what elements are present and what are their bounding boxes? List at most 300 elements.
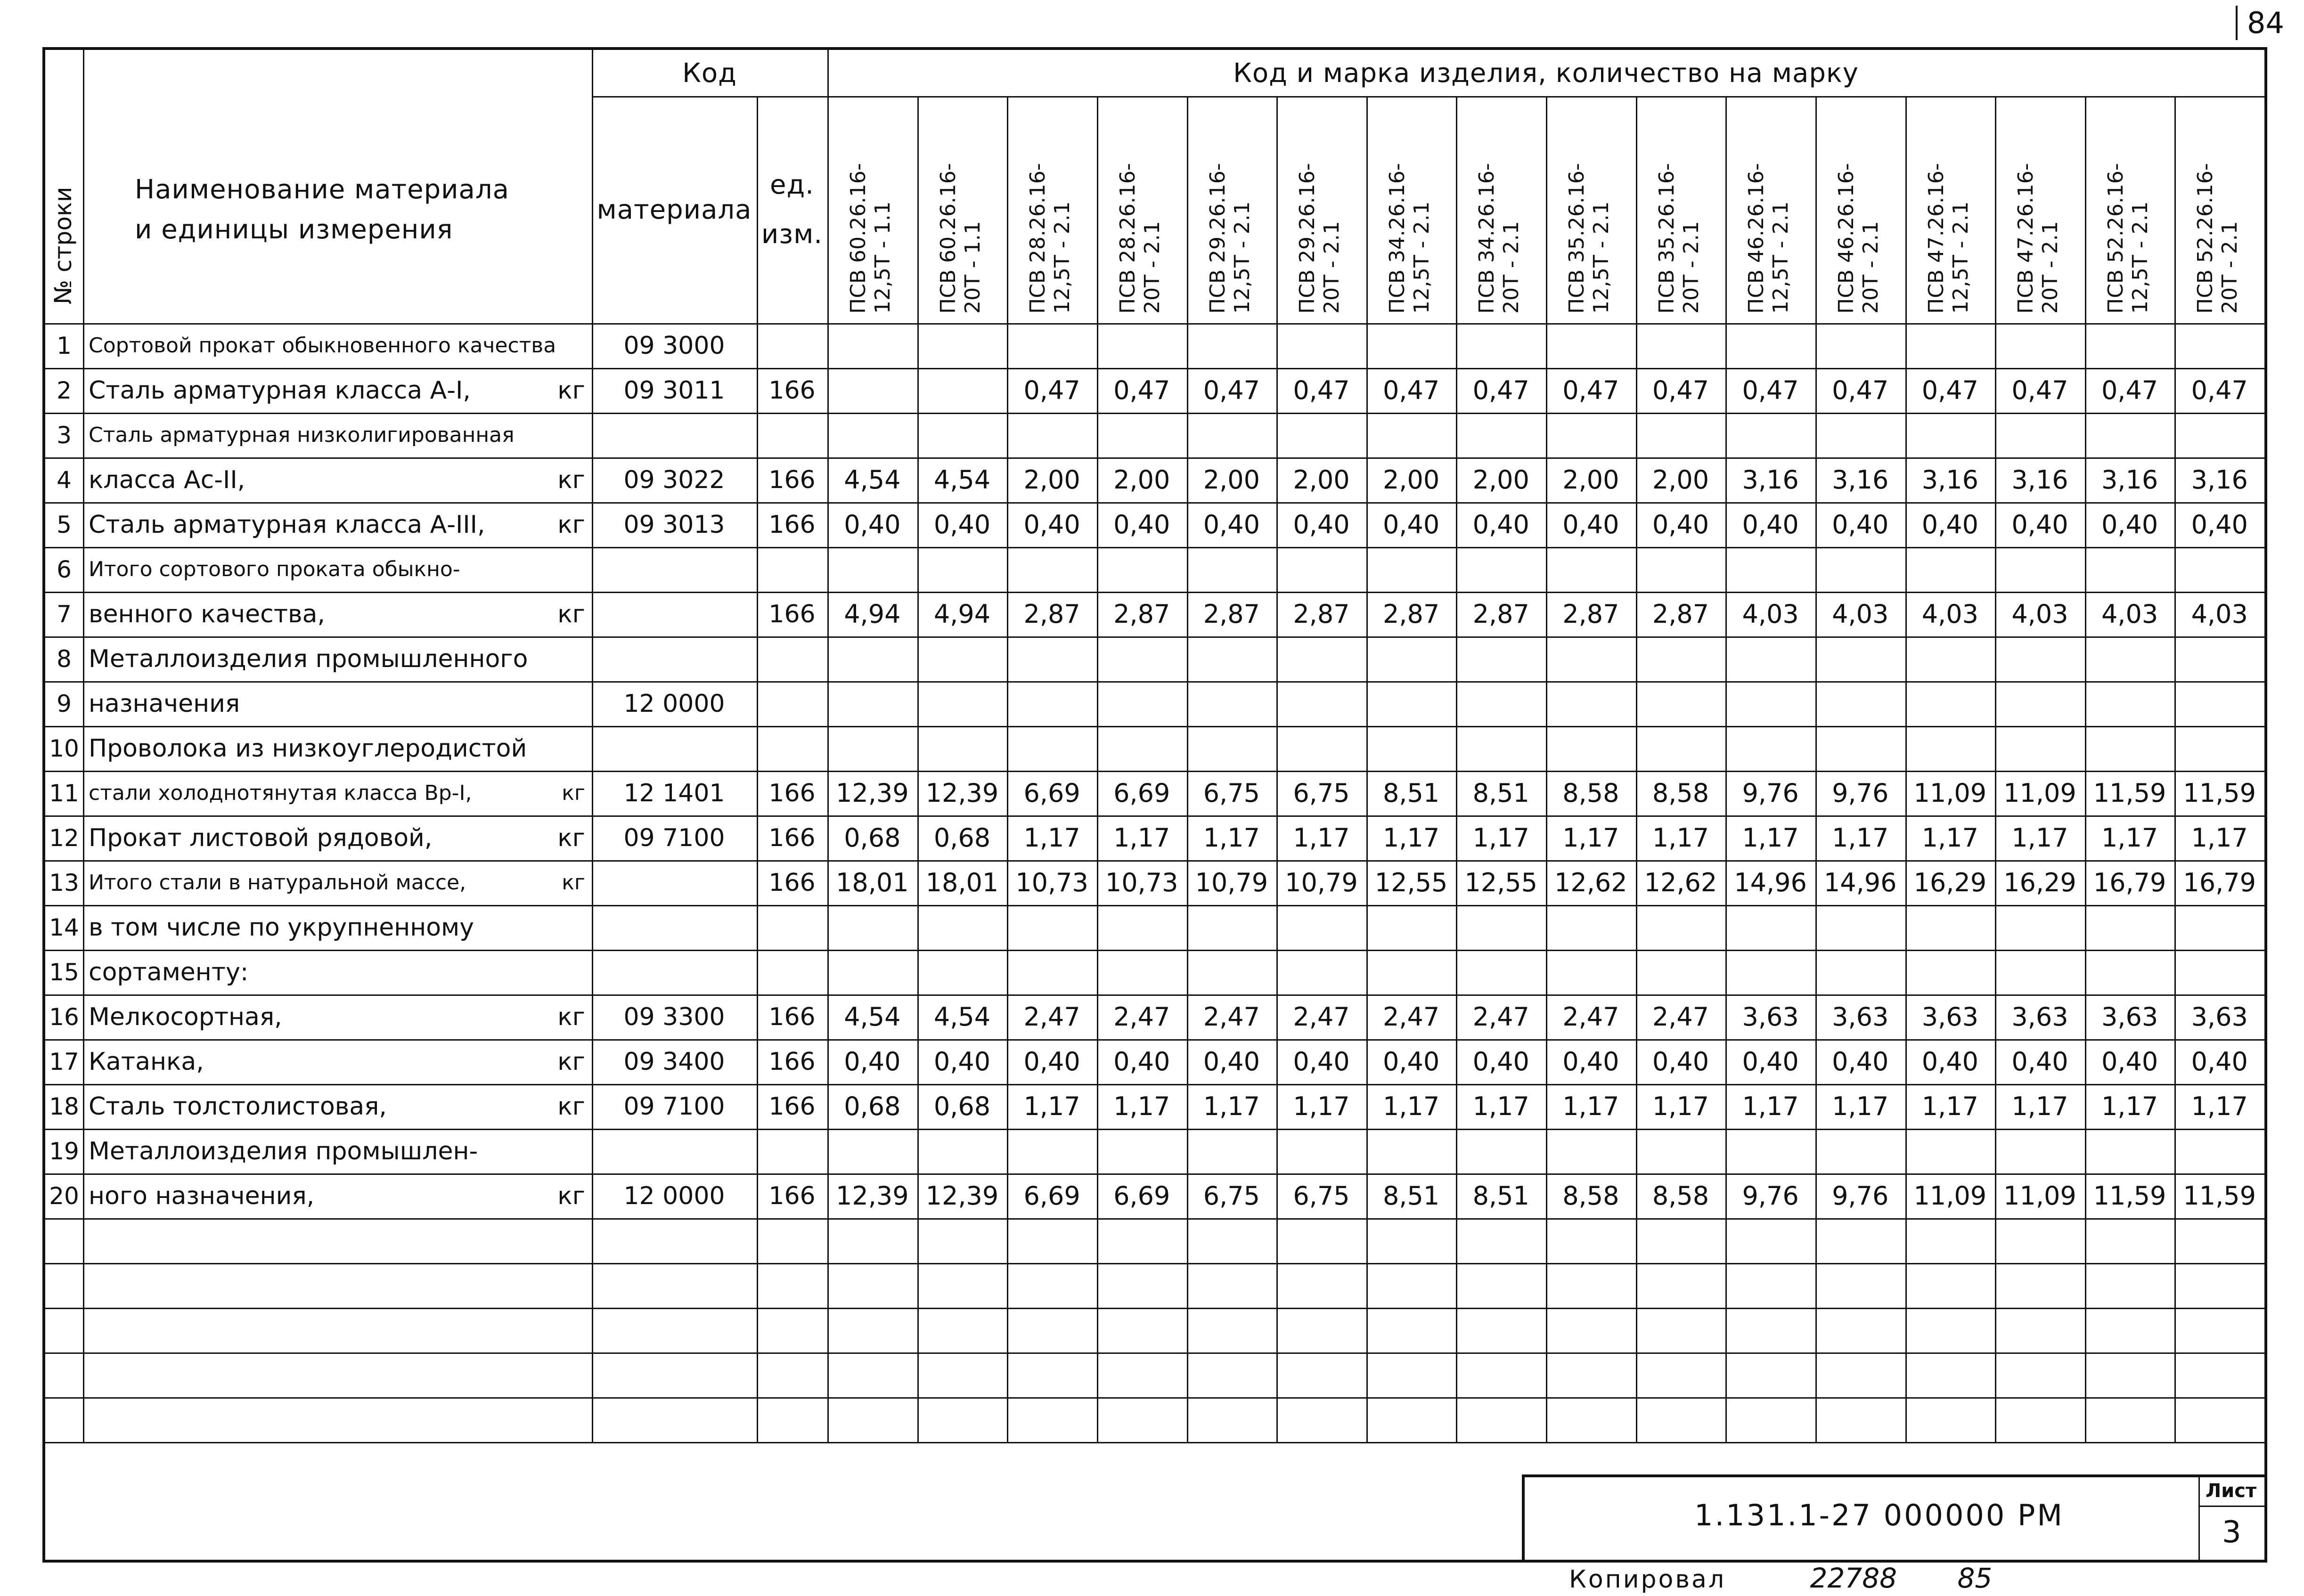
quantity-cell: 0,47 [1382,375,1440,405]
quantity-cell: 0,47 [2191,375,2248,405]
quantity-cell: 2,87 [1652,599,1709,629]
product-mark-line2: 20Т - 2.1 [1679,221,1703,314]
quantity-cell: 3,63 [1742,1002,1799,1032]
quantity-cell: 11,59 [2183,778,2256,808]
material-name [83,815,592,860]
quantity-cell: 0,40 [933,510,991,539]
product-mark-line2: 12,5Т - 2.1 [1769,201,1793,314]
sheet-number: 3 [2222,1515,2241,1550]
quantity-cell: 6,69 [1023,778,1080,808]
material-code [592,1129,757,1173]
row-number: 20 [49,1182,79,1210]
quantity-cell: 2,87 [1023,599,1080,629]
unit-code: 166 [768,510,816,539]
quantity-cell: 8,51 [1472,1181,1529,1211]
quantity-cell: 14,96 [1734,868,1807,897]
material-name-text: назначения [89,689,240,718]
product-mark-line2: 12,5Т - 2.1 [1230,201,1254,314]
quantity-cell: 0,40 [1113,1047,1170,1076]
quantity-cell: 2,47 [1562,1002,1619,1032]
quantity-cell: 0,40 [1472,510,1529,539]
quantity-cell: 1,17 [2101,1091,2158,1121]
material-name [83,502,592,547]
quantity-cell: 2,00 [1652,465,1709,495]
unit-code: 166 [768,465,816,494]
quantity-cell: 0,40 [933,1047,991,1076]
quantity-cell: 9,76 [1742,1181,1799,1211]
quantity-cell: 12,39 [836,778,909,808]
material-name [83,905,592,950]
quantity-cell: 18,01 [925,868,999,897]
product-mark-line1: ПСВ 28.26.16- [1115,163,1140,314]
material-name [83,1039,592,1084]
quantity-cell: 8,58 [1562,778,1619,808]
product-column-header [846,163,895,314]
product-mark-line2: 20Т - 2.1 [2038,221,2063,314]
unit-header-line1: ед. [770,170,814,200]
product-mark-line1: ПСВ 47.26.16- [1924,163,1948,314]
unit-code: 166 [768,779,816,807]
material-code: 09 3000 [623,331,725,360]
quantity-cell: 0,68 [844,1091,901,1121]
quantity-cell: 16,79 [2183,868,2256,897]
quantity-cell: 2,00 [1203,465,1260,495]
material-name-text: Прокат листовой рядовой, [89,823,433,852]
material-code: 09 3400 [623,1047,725,1076]
unit-suffix: кг [557,1092,585,1121]
material-name [83,457,592,502]
quantity-cell: 0,40 [1203,1047,1260,1076]
quantity-cell: 2,47 [1293,1002,1350,1032]
material-code [592,860,757,905]
unit-code [757,323,827,368]
quantity-cell: 1,17 [1113,823,1170,853]
quantity-cell: 0,47 [1562,375,1619,405]
quantity-cell: 3,63 [2101,1002,2158,1032]
unit-suffix: кг [557,823,585,852]
row-number: 4 [57,466,72,494]
quantity-cell: 3,16 [1832,465,1889,495]
quantity-cell: 6,69 [1023,1181,1080,1211]
product-mark-line1: ПСВ 35.26.16- [1565,163,1589,314]
material-name [83,1129,592,1173]
quantity-cell: 1,17 [1203,1091,1260,1121]
product-mark-line1: ПСВ 28.26.16- [1026,163,1050,314]
material-name-text: венного качества, [89,600,326,628]
product-mark-line2: 12,5Т - 2.1 [1948,201,1973,314]
quantity-cell: 4,94 [844,599,901,629]
quantity-cell: 0,40 [1742,1047,1799,1076]
material-name-text: Сталь арматурная низколигированная [89,423,515,447]
unit-code: 166 [768,376,816,405]
material-name-text: Проволока из низкоуглеродистой [89,734,527,763]
material-code [592,950,757,994]
quantity-cell: 1,17 [1652,823,1709,853]
quantity-cell: 0,47 [1832,375,1889,405]
product-mark-line2: 20Т - 2.1 [1320,221,1344,314]
row-number: 11 [49,779,79,807]
material-name [83,771,592,815]
quantity-cell: 0,40 [1113,510,1170,539]
quantity-cell: 2,87 [1382,599,1440,629]
quantity-cell: 0,40 [1382,510,1440,539]
quantity-cell: 10,73 [1015,868,1088,897]
material-code: 09 3300 [623,1002,725,1031]
material-name-text: Сталь толстолистовая, [89,1092,387,1121]
quantity-cell: 2,00 [1293,465,1350,495]
quantity-cell: 1,17 [1203,823,1260,853]
quantity-cell: 0,68 [844,823,901,853]
product-column-header [2193,163,2242,314]
quantity-cell: 3,16 [1742,465,1799,495]
unit-code [757,1129,827,1173]
quantity-cell: 1,17 [1472,1091,1529,1121]
row-number: 12 [49,824,79,852]
product-mark-line1: ПСВ 46.26.16- [1744,163,1769,314]
material-code: 09 3022 [623,465,725,494]
quantity-cell: 4,54 [933,1002,991,1032]
row-number: 2 [57,376,72,404]
quantity-cell: 12,39 [925,778,999,808]
quantity-cell: 11,59 [2093,1181,2166,1211]
unit-suffix: кг [557,600,585,628]
quantity-cell: 2,87 [1472,599,1529,629]
row-number: 1 [57,332,72,359]
quantity-cell: 0,40 [2191,1047,2248,1076]
quantity-cell: 8,58 [1652,1181,1709,1211]
quantity-cell: 2,47 [1472,1002,1529,1032]
unit-suffix: кг [557,376,585,405]
quantity-cell: 1,17 [2101,823,2158,853]
quantity-cell: 0,40 [1023,510,1080,539]
quantity-cell: 0,68 [933,823,991,853]
product-column-header [1206,163,1255,314]
unit-suffix: кг [562,871,585,895]
material-name-text: класса Ас-II, [89,465,245,494]
quantity-cell: 12,55 [1464,868,1537,897]
material-code [592,726,757,771]
unit-code [757,681,827,726]
quantity-cell: 4,54 [933,465,991,495]
product-column-header [1565,163,1614,314]
product-column-header [2104,163,2153,314]
quantity-cell: 2,87 [1203,599,1260,629]
material-name [83,1084,592,1129]
product-column-header [1475,163,1524,314]
material-code [592,547,757,592]
quantity-cell: 0,47 [1921,375,1978,405]
quantity-cell: 0,68 [933,1091,991,1121]
product-mark-line2: 12,5Т - 2.1 [2128,201,2152,314]
quantity-cell: 0,40 [2191,510,2248,539]
product-mark-line2: 20Т - 2.1 [1140,221,1164,314]
quantity-cell: 3,16 [2191,465,2248,495]
quantity-cell: 4,94 [933,599,991,629]
quantity-cell: 16,79 [2093,868,2166,897]
unit-suffix: кг [557,1047,585,1076]
material-code: 09 3013 [623,510,725,539]
row-number: 3 [57,421,72,449]
material-name-text: Металлоизделия промышленного [89,644,528,673]
material-name-text: Мелкосортная, [89,1002,282,1031]
quantity-cell: 6,75 [1203,1181,1260,1211]
quantity-cell: 2,87 [1562,599,1619,629]
quantity-cell: 2,00 [1472,465,1529,495]
quantity-cell: 3,16 [2011,465,2068,495]
product-mark-line1: ПСВ 29.26.16- [1205,163,1230,314]
material-name [83,950,592,994]
unit-code: 166 [768,823,816,852]
material-code: 12 0000 [623,689,725,718]
sheet-label: Лист [2206,1480,2257,1502]
quantity-cell: 2,87 [1293,599,1350,629]
row-number: 19 [49,1137,79,1165]
quantity-cell: 0,40 [2011,510,2068,539]
unit-code [757,726,827,771]
page-number: 84 [2236,6,2284,40]
material-code: 09 7100 [623,1092,725,1121]
quantity-cell: 11,09 [2003,778,2076,808]
product-mark-line2: 12,5Т - 2.1 [1409,201,1434,314]
quantity-cell: 12,39 [925,1181,999,1211]
material-name-text: в том числе по укрупненному [89,913,474,942]
quantity-cell [827,368,917,413]
quantity-cell: 1,17 [1023,823,1080,853]
product-mark-line2: 20Т - 2.1 [1858,221,1883,314]
quantity-cell: 0,47 [1742,375,1799,405]
quantity-cell: 0,47 [2101,375,2158,405]
quantity-cell: 0,40 [844,1047,901,1076]
material-name-text: Итого стали в натуральной массе, [89,871,466,895]
quantity-cell: 1,17 [1023,1091,1080,1121]
product-column-header [1834,163,1883,314]
quantity-cell: 3,16 [1921,465,1978,495]
material-code: 09 3011 [623,376,725,405]
quantity-cell: 1,17 [2191,1091,2248,1121]
quantity-cell: 9,76 [1742,778,1799,808]
material-name-text: ного назначения, [89,1181,315,1210]
product-mark-line2: 12,5Т - 2.1 [1589,201,1613,314]
quantity-cell: 11,09 [2003,1181,2076,1211]
unit-code: 166 [768,600,816,628]
material-code [592,905,757,950]
product-mark-line1: ПСВ 47.26.16- [2014,163,2038,314]
material-code: 12 1401 [623,779,725,807]
quantity-cell: 1,17 [1113,1091,1170,1121]
unit-suffix: кг [557,510,585,539]
unit-suffix: кг [557,1181,585,1210]
quantity-cell: 2,47 [1652,1002,1709,1032]
quantity-cell: 1,17 [1921,1091,1978,1121]
quantity-cell: 10,73 [1105,868,1178,897]
material-name [83,413,592,457]
material-name-text: сортаменту: [89,958,249,986]
quantity-cell: 12,55 [1374,868,1448,897]
quantity-cell: 0,40 [1023,1047,1080,1076]
material-name [83,1173,592,1218]
quantity-cell: 3,16 [2101,465,2158,495]
quantity-cell: 3,63 [1921,1002,1978,1032]
unit-code: 166 [768,868,816,897]
quantity-cell: 4,54 [844,465,901,495]
quantity-cell: 4,03 [2191,599,2248,629]
quantity-cell: 3,63 [1832,1002,1889,1032]
code-group-header: Код [682,57,737,89]
unit-code: 166 [768,1181,816,1210]
quantity-cell: 0,40 [1472,1047,1529,1076]
quantity-cell: 0,40 [1652,1047,1709,1076]
product-column-header [936,163,985,314]
material-name [83,592,592,636]
product-column-header [1924,163,1973,314]
product-column-header [1295,163,1344,314]
quantity-cell: 1,17 [1652,1091,1709,1121]
unit-header-line2: изм. [761,219,823,250]
name-header-line1: Наименование материала [135,174,509,205]
quantity-cell: 2,00 [1562,465,1619,495]
quantity-cell: 11,59 [2183,1181,2256,1211]
copy-number: 22788 [1810,1562,1897,1594]
quantity-cell: 11,09 [1913,1181,1987,1211]
quantity-cell: 8,58 [1652,778,1709,808]
product-mark-line2: 20Т - 1.1 [960,221,985,314]
product-mark-line1: ПСВ 29.26.16- [1295,163,1320,314]
material-name [83,994,592,1039]
quantity-cell: 8,58 [1562,1181,1619,1211]
product-mark-line2: 12,5Т - 1.1 [871,201,895,314]
quantity-cell: 0,40 [1382,1047,1440,1076]
title-block [1522,1474,2267,1563]
quantity-cell: 4,03 [1832,599,1889,629]
quantity-cell: 0,40 [1203,510,1260,539]
quantity-cell: 16,29 [1913,868,1987,897]
unit-suffix: кг [562,781,585,805]
quantity-cell: 0,40 [1832,1047,1889,1076]
material-name-text: Металлоизделия промышлен- [89,1137,478,1165]
quantity-cell: 12,62 [1554,868,1627,897]
unit-code [757,950,827,994]
row-number: 16 [49,1003,79,1031]
quantity-cell: 9,76 [1832,1181,1889,1211]
material-name [83,368,592,413]
copied-label: Копировал [1569,1565,1726,1594]
quantity-cell: 1,17 [1832,823,1889,853]
quantity-cell: 12,62 [1644,868,1717,897]
quantity-cell: 3,63 [2011,1002,2068,1032]
quantity-cell: 0,40 [2011,1047,2068,1076]
quantity-cell: 16,29 [2003,868,2076,897]
quantity-cell: 8,51 [1472,778,1529,808]
document-code: 1.131.1-27 000000 РМ [1694,1498,2064,1532]
unit-code [757,413,827,457]
quantity-cell: 10,79 [1285,868,1358,897]
quantity-cell: 12,39 [836,1181,909,1211]
quantity-cell: 0,40 [1921,1047,1978,1076]
quantity-cell: 0,40 [1921,510,1978,539]
row-number: 14 [49,913,79,941]
material-code [592,636,757,681]
quantity-cell: 6,75 [1293,778,1350,808]
product-mark-line1: ПСВ 34.26.16- [1385,163,1409,314]
quantity-cell: 1,17 [1293,1091,1350,1121]
product-mark-line1: ПСВ 60.26.16- [846,163,870,314]
material-name-text: стали холоднотянутая класса Вр-I, [89,781,472,805]
quantity-cell: 4,03 [1742,599,1799,629]
quantity-cell: 0,40 [844,510,901,539]
unit-code [757,636,827,681]
name-header [83,96,592,323]
quantity-cell: 10,79 [1195,868,1268,897]
row-number: 8 [57,645,72,673]
material-name [83,636,592,681]
quantity-cell: 18,01 [836,868,909,897]
row-number: 13 [49,869,79,896]
product-mark-line1: ПСВ 34.26.16- [1475,163,1499,314]
quantity-cell: 6,69 [1113,1181,1170,1211]
row-number: 15 [49,958,79,986]
material-name-text: Сортовой прокат обыкновенного качества [89,334,556,358]
quantity-cell: 3,63 [2191,1002,2248,1032]
format: 85 [1957,1562,1993,1594]
quantity-cell: 4,03 [1921,599,1978,629]
quantity-cell: 0,47 [1293,375,1350,405]
material-name [83,323,592,368]
product-column-header [1026,163,1075,314]
quantity-cell: 0,40 [1562,510,1619,539]
quantity-cell: 2,47 [1382,1002,1440,1032]
quantity-cell: 2,87 [1113,599,1170,629]
row-number: 7 [57,600,72,628]
material-name [83,860,592,905]
material-code-header: материала [596,194,752,225]
quantity-cell: 14,96 [1823,868,1897,897]
product-column-header [1116,163,1165,314]
material-name-text: Итого сортового проката обыкно- [89,557,460,581]
quantity-cell: 6,75 [1203,778,1260,808]
quantity-cell: 6,75 [1293,1181,1350,1211]
material-name-text: Катанка, [89,1047,204,1076]
material-code [592,592,757,636]
row-number: 5 [57,511,72,538]
quantity-cell: 0,47 [1023,375,1080,405]
materials-table [42,47,2267,1563]
quantity-cell: 0,40 [1652,510,1709,539]
quantity-cell: 1,17 [1742,823,1799,853]
unit-code: 166 [768,1047,816,1076]
unit-code [757,547,827,592]
product-column-header [1655,163,1704,314]
material-name-text: Сталь арматурная класса А-I, [89,376,471,405]
quantity-cell: 4,54 [844,1002,901,1032]
quantity-cell: 1,17 [1921,823,1978,853]
quantity-cell: 0,40 [1293,510,1350,539]
quantity-cell: 1,17 [1382,823,1440,853]
material-code [592,413,757,457]
quantity-cell: 0,40 [1832,510,1889,539]
quantity-cell: 0,40 [2101,510,2158,539]
product-mark-line1: ПСВ 52.26.16- [2103,163,2128,314]
quantity-cell: 1,17 [1472,823,1529,853]
quantity-cell: 1,17 [1293,823,1350,853]
quantity-cell: 2,00 [1382,465,1440,495]
product-mark-line2: 20Т - 2.1 [1499,221,1524,314]
product-mark-line1: ПСВ 52.26.16- [2193,163,2218,314]
product-mark-line2: 12,5Т - 2.1 [1050,201,1075,314]
row-number-header: № строки [49,187,77,304]
row-number: 10 [49,734,79,762]
quantity-cell: 11,09 [1913,778,1987,808]
product-column-header [1385,163,1434,314]
